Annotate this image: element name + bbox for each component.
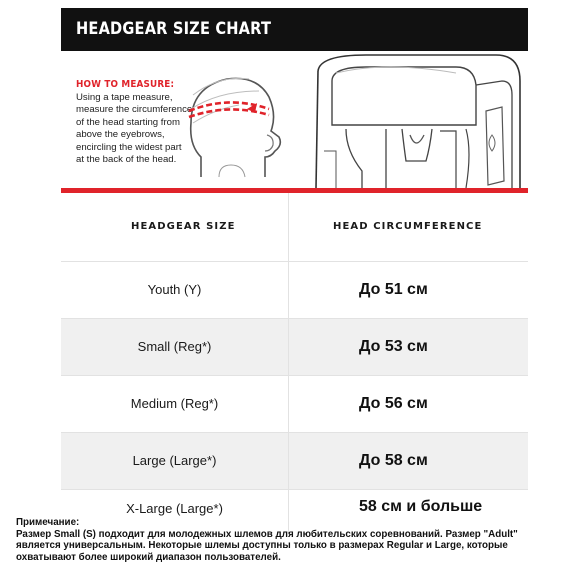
- column-divider: [288, 193, 289, 533]
- circumference-cell: До 56 см: [359, 395, 428, 412]
- head-measure-illustration: [179, 65, 289, 188]
- size-cell: X-Large (Large*): [126, 501, 223, 516]
- table-row: [61, 318, 528, 375]
- table-header-row: [61, 193, 528, 261]
- size-table: [61, 193, 528, 533]
- size-cell: Small (Reg*): [137, 339, 212, 354]
- measure-line: encircling the widest part: [76, 141, 182, 153]
- row-divider: [61, 489, 528, 490]
- measure-line: measure the circumference: [76, 104, 193, 116]
- note-line: Размер Small (S) подходит для молодежных шлемов для любительских соревнований. Размер "Adult": [16, 528, 518, 540]
- size-cell: Large (Large*): [132, 453, 217, 468]
- circumference-cell: 58 см и больше: [359, 498, 483, 515]
- circumference-cell: До 53 см: [359, 338, 428, 355]
- header-headgear-size: HEADGEAR SIZE: [131, 221, 236, 232]
- size-cell: Youth (Y): [147, 282, 202, 297]
- headgear-illustration: [306, 51, 528, 188]
- measure-line: of the head starting from: [76, 116, 180, 128]
- table-row: [61, 375, 528, 432]
- circumference-cell: До 51 см: [359, 281, 428, 298]
- table-row: [61, 432, 528, 489]
- measure-line: at the back of the head.: [76, 154, 177, 166]
- note-line: является универсальным. Некоторые шлемы доступны только в размерах Regular и Large, которые: [16, 540, 508, 552]
- how-to-measure-heading: HOW TO MEASURE:: [76, 79, 175, 90]
- circumference-cell: До 58 см: [359, 452, 428, 469]
- table-row: [61, 261, 528, 318]
- chart-title: HEADGEAR SIZE CHART: [76, 19, 272, 39]
- note-line: охватывают более широкий диапазон пользователей.: [16, 551, 281, 563]
- title-bar: [61, 8, 528, 51]
- header-head-circumference: HEAD CIRCUMFERENCE: [333, 221, 483, 232]
- note-heading: Примечание:: [16, 517, 80, 528]
- measure-line: Using a tape measure,: [76, 92, 173, 103]
- footnote: [16, 517, 556, 563]
- measure-illustration-panel: [61, 51, 528, 188]
- measure-line: above the eyebrows,: [76, 129, 165, 141]
- size-cell: Medium (Reg*): [130, 396, 219, 411]
